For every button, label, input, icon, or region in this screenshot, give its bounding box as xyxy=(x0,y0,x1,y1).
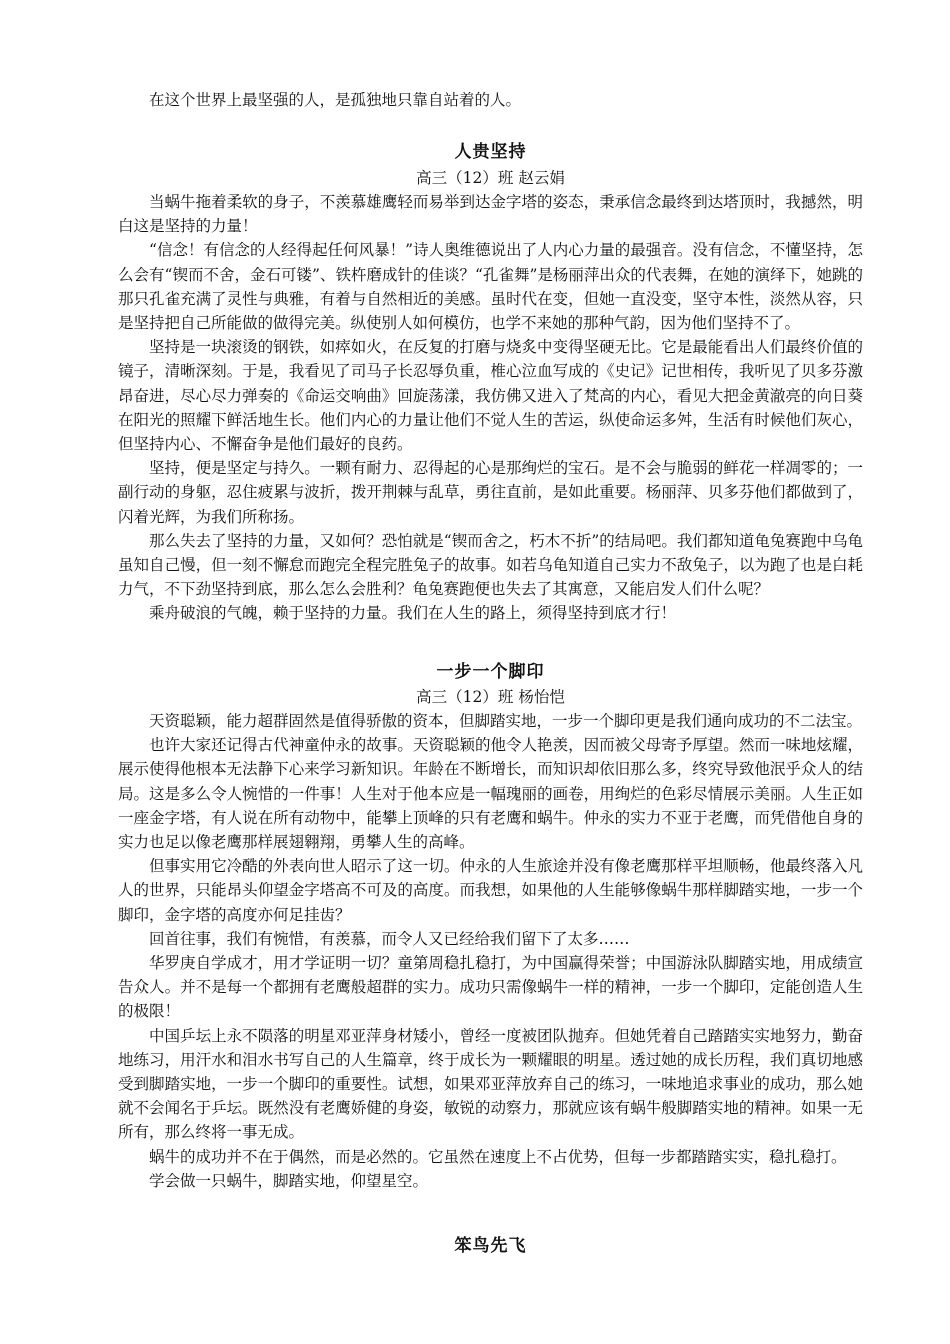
essay-author: 高三（12）班 杨怡恺 xyxy=(416,688,565,706)
paragraph: 也许大家还记得古代神童仲永的故事。天资聪颖的他令人艳羡，因而被父母寄予厚望。然而一味地炫耀，展示使得他根本无法静下心来学习新知识。年龄在不断增长，而知识却依旧那么多，终究导致他泯乎众人的结局。这是多么令人惋惜的一件事！人生对于他本应是一幅瑰丽的画卷，用绚烂的色彩尽情展示美丽。人生正如一座金字塔，有人说在所有动物中，能攀上顶峰的只有老鹰和蜗牛。仲永的实力不亚于老鹰，而凭借他自身的实力也足以像老鹰那样展翅翱翔，勇攀人生的高峰。 xyxy=(118,736,863,852)
paragraph: 蜗牛的成功并不在于偶然，而是必然的。它虽然在速度上不占优势，但每一步都踏踏实实，稳扎稳打。 xyxy=(149,1147,847,1166)
essay-title: 笨鸟先飞 xyxy=(454,1236,527,1256)
paragraph: 回首往事，我们有惋惜，有羡慕，而令人又已经给我们留下了太多…… xyxy=(149,929,630,948)
essay-persistence xyxy=(118,140,863,626)
paragraph: 那么失去了坚持的力量，又如何？恐怕就是“锲而舍之，朽木不折”的结局吧。我们都知道龟兔赛跑中乌龟虽知自己慢，但一刻不懈怠而跑完全程完胜兔子的故事。如若乌龟知道自己实力不敌兔子，以为跑了也是白耗力气，不下劲坚持到底，那么怎么会胜利？龟兔赛跑便也失去了其寓意，又能启发人们什么呢？ xyxy=(118,531,863,599)
paragraph: 但事实用它冷酷的外表向世人昭示了这一切。仲永的人生旅途并没有像老鹰那样平坦顺畅，他最终落入凡人的世界，只能昂头仰望金字塔高不可及的高度。而我想，如果他的人生能够像蜗牛那样脚踏实地，一步一个脚印，金字塔的高度亦何足挂齿？ xyxy=(118,857,863,924)
paragraph: 天资聪颖，能力超群固然是值得骄傲的资本，但脚踏实地，一步一个脚印更是我们通向成功的不二法宝。 xyxy=(149,712,863,730)
paragraph: “信念！有信念的人经得起任何风暴！”诗人奥维德说出了人内心力量的最强音。没有信念，不懂坚持，怎么会有“锲而不舍，金石可镂”、铁杵磨成针的佳谈？“孔雀舞”是杨丽萍出众的代表舞，在她的演绎下，她跳的那只孔雀充满了灵性与典雅，有着与自然相近的美感。虽时代在变，但她一直没变，坚守本性，淡然从容，只是坚持把自己所能做的做得完美。纵使别人如何模仿，也学不来她的那种气韵，因为他们坚持不了。 xyxy=(118,241,863,333)
essay-early-bird xyxy=(118,1234,863,1258)
paragraph: 坚持，便是坚定与持久。一颗有耐力、忍得起的心是那绚烂的宝石。是不会与脆弱的鲜花一样凋零的；一副行动的身躯，忍住疲累与波折，拨开荆棘与乱草，勇往直前，是如此重要。杨丽萍、贝多芬他们都做到了，闪着光辉，为我们所称扬。 xyxy=(118,459,863,526)
paragraph: 中国乒坛上永不陨落的明星邓亚萍身材矮小，曾经一度被团队抛弃。但她凭着自己踏踏实实地努力，勤奋地练习，用汗水和泪水书写自己的人生篇章，终于成长为一颗耀眼的明星。透过她的成长历程，我们真切地感受到脚踏实地，一步一个脚印的重要性。试想，如果邓亚萍放弃自己的练习，一味地追求事业的成功，那么她就不会闻名于乒坛。既然没有老鹰娇健的身姿，敏锐的动察力，那就应该有蜗牛般脚踏实地的精神。如果一无所有，那么终将一事无成。 xyxy=(118,1026,863,1142)
paragraph: 华罗庚自学成才，用才学证明一切？童第周稳扎稳打，为中国赢得荣誉；中国游泳队脚踏实地，用成绩宣告众人。并不是每一个都拥有老鹰般超群的实力。成功只需像蜗牛一样的精神，一步一个脚印，定能创造人生的极限！ xyxy=(118,954,863,1021)
paragraph: 乘舟破浪的气魄，赖于坚持的力量。我们在人生的路上，须得坚持到底才行！ xyxy=(149,604,677,623)
intro-section xyxy=(118,88,863,112)
intro-quote: 在这个世界上最坚强的人，是孤独地只靠自站着的人。 xyxy=(149,91,522,109)
essay-author: 高三（12）班 赵云娟 xyxy=(416,169,565,187)
essay-title: 人贵坚持 xyxy=(454,142,527,162)
paragraph: 学会做一只蜗牛，脚踏实地，仰望星空。 xyxy=(149,1171,429,1190)
paragraph: 当蜗牛拖着柔软的身子，不羡慕雄鹰轻而易举到达金字塔的姿态，秉承信念最终到达塔顶时，我撼然，明白这是坚持的力量！ xyxy=(118,193,863,236)
paragraph: 坚持是一块滚烫的钢铁，如瘁如火，在反复的打磨与烧炙中变得坚硬无比。它是最能看出人们最终价值的镜子，清晰深刻。于是，我看见了司马子长忍辱负重，椎心泣血写成的《史记》记世相传，我听见了贝多芬激昂奋进，尽心尽力弹奏的《命运交响曲》回旋荡漾，我仿佛又进入了梵高的内心，看见大把金黄澈亮的向日葵在阳光的照耀下鲜活地生长。他们内心的力量让他们不觉人生的苦运，纵使命运多舛，生活有时候他们灰心，但坚持内心、不懈奋争是他们最好的良药。 xyxy=(118,338,863,454)
essay-step-by-step xyxy=(118,660,863,1193)
essay-title: 一步一个脚印 xyxy=(436,662,545,682)
